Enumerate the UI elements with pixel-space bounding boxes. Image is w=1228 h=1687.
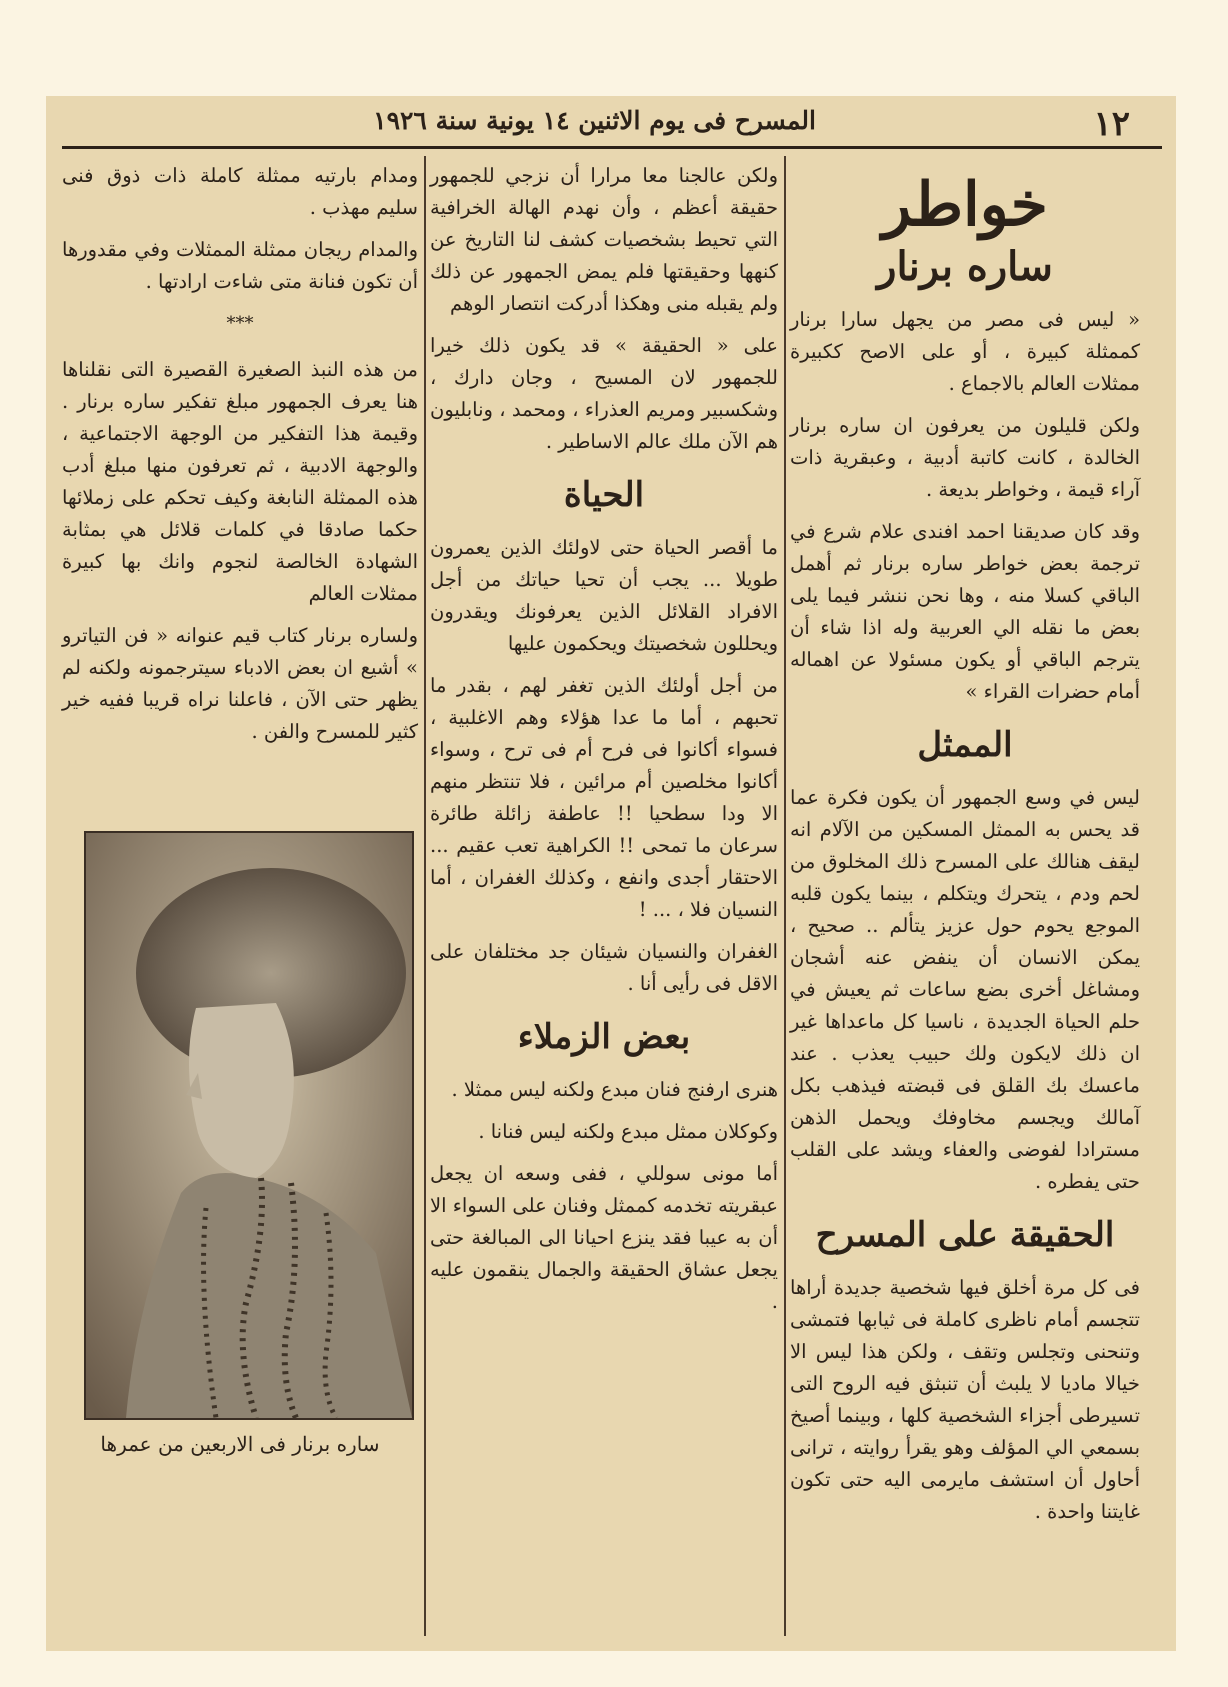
body-paragraph: والمدام ريجان ممثلة الممثلات وفي مقدورها أن تكون فنانة متى شاءت ارادتها .	[62, 238, 418, 293]
section-paragraph: فى كل مرة أخلق فيها شخصية جديدة أراها تتجسم أمام ناظرى كاملة فى ثيابها فتمشى وتنحنى وتجلس وتقف ، ولكن هذا ليس الا خيالا ماديا لا يلبث أن تنبثق فيه الروح التى تسيرطى أجزاء الشخصية كلها ، وبينما أصيخ بسمعي الي المؤلف وهو يقرأ روايته ، ترانى أحاول أن استشف مايرمى اليه حتى تكون غايتنا واحدة .	[790, 1276, 1140, 1523]
running-head: المسرح فى يوم الاثنين ١٤ يونية سنة ١٩٢٦	[373, 106, 816, 135]
intro-paragraph: ولكن قليلون من يعرفون ان ساره برنار الخالدة ، كانت كاتبة أدبية ، وعبقرية ذات آراء قيمة ، وخواطر بديعة .	[790, 414, 1140, 501]
article-title: خواطر	[882, 170, 1048, 240]
section-paragraph: من أجل أولئك الذين تغفر لهم ، بقدر ما تحبهم ، أما ما عدا هؤلاء وهم الاغلبية ، فسواء أكانوا فى فرح أم فى ترح ، وسواء أكانوا مخلصين أم مرائين ، فلا تنتظر منهم الا ودا سطحيا !! عاطفة زائلة طائرة سرعان ما تمحى !! الكراهية تعب عقيم ... الاحتقار أجدى وانفع ، وكذلك الغفران ، أما النسيان فلا ، ... !	[430, 674, 778, 921]
section-heading-actor: الممثل	[917, 725, 1013, 765]
section-paragraph: الغفران والنسيان شيئان جد مختلفان على الاقل فى رأيى أنا .	[430, 940, 778, 995]
column-right	[790, 160, 1140, 1538]
body-paragraph: ولساره برنار كتاب قيم عنوانه « فن التياترو » أشيع ان بعض الادباء سيترجمونه ولكنه لم يظهر حتى الآن ، فاعلنا نراه قريبا ففيه خير كثير للمسرح والفن .	[62, 624, 418, 743]
portrait-photo	[84, 831, 414, 1420]
section-paragraph: وكوكلان ممثل مبدع ولكنه ليس فنانا .	[478, 1120, 778, 1143]
body-paragraph: ومدام بارتيه ممثلة كاملة ذات ذوق فنى سليم مهذب .	[62, 164, 418, 219]
header-rule	[62, 146, 1162, 149]
column-left	[62, 160, 418, 758]
intro-paragraph: وقد كان صديقنا احمد افندى علام شرع في ترجمة بعض خواطر ساره برنار ثم أهمل الباقي كسلا منه ، وها نحن ننشر فيما يلى بعض ما نقله الي العربية وله اذا شاء أن يترجم الباقي أو يكون مسئولا عن اهماله أمام حضرات القراء »	[790, 520, 1140, 703]
body-paragraph: ولكن عالجنا معا مرارا أن نزجي للجمهور حقيقة أعظم ، وأن نهدم الهالة الخرافية التي تحيط بشخصيات كشف لنا التاريخ عن كنهها وحقيقتها فلم يمض الجمهور عن ذلك ولم يقبله منى وهكذا أدركت انتصار الوهم	[430, 164, 778, 315]
section-heading-life: الحياة	[563, 475, 645, 515]
portrait-image	[86, 833, 412, 1418]
column-divider	[424, 156, 426, 1636]
section-paragraph: هنرى ارفنج فنان مبدع ولكنه ليس ممثلا .	[451, 1078, 778, 1101]
column-divider	[784, 156, 786, 1636]
section-heading-truth-on-stage: الحقيقة على المسرح	[815, 1215, 1115, 1255]
section-paragraph: ليس في وسع الجمهور أن يكون فكرة عما قد يحس به الممثل المسكين من الآلام انه ليقف هنالك على المسرح ذلك المخلوق من لحم ودم ، يتحرك ويتكلم ، بينما يكون قلبه الموجع يحوم حول عزيز يتألم .. صحيح ، يمكن الانسان أن ينفض عنه أشجان ومشاغل أخرى بضع ساعات ثم يعيش في حلم الحياة الجديدة ، ناسيا كل ماعداها غير ان ذلك لايكون ولك حبيب يعذب . عند ماعسك بك القلق فى قبضته فيذهب بكل آمالك ويجسم مخاوفك ويحمل الذهن مسترادا لفوضى والعفاء ويشد على القلب حتى يفطره .	[790, 786, 1140, 1193]
article-subtitle: ساره برنار	[877, 243, 1053, 290]
section-heading-colleagues: بعض الزملاء	[517, 1017, 691, 1057]
page-number: ١٢	[1093, 104, 1130, 144]
body-paragraph: على « الحقيقة » قد يكون ذلك خيرا للجمهور لان المسيح ، وجان دارك ، وشكسبير ومريم العذراء ، ومحمد ، ونابليون هم الآن ملك عالم الاساطير .	[430, 334, 778, 453]
section-paragraph: ما أقصر الحياة حتى لاولئك الذين يعمرون طويلا ... يجب أن تحيا حياتك من أجل الافراد القلائل الذين يعرفونك ويقدرون ويحللون شخصيتك ويحكمون عليها	[430, 536, 778, 655]
column-middle	[430, 160, 778, 1328]
photo-caption: ساره برنار فى الاربعين من عمرها	[100, 1432, 380, 1456]
newspaper-page	[46, 96, 1176, 1651]
section-separator: ***	[226, 313, 254, 334]
intro-paragraph: « ليس فى مصر من يجهل سارا برنار كممثلة كبيرة ، أو على الاصح ككبيرة ممثلات العالم بالاجماع .	[790, 308, 1140, 395]
section-paragraph: أما مونى سوللي ، ففى وسعه ان يجعل عبقريته تخدمه كممثل وفنان على السواء الا أن به عيبا فقد ينزع احيانا الى المبالغة حتى يجعل عشاق الحقيقة والجمال ينقمون عليه .	[430, 1162, 778, 1313]
page-header	[46, 96, 1176, 144]
body-paragraph: من هذه النبذ الصغيرة القصيرة التى نقلناها هنا يعرف الجمهور مبلغ تفكير ساره برنار . وقيمة هذا التفكير من الوجهة الاجتماعية ، والوجهة الادبية ، ثم تعرفون منها مبلغ أدب هذه الممثلة النابغة وكيف تحكم على زملائها حكما صادقا في كلمات قلائل هي بمثابة الشهادة الخالصة لنجوم وانك بها كبيرة ممثلات العالم	[62, 358, 418, 605]
